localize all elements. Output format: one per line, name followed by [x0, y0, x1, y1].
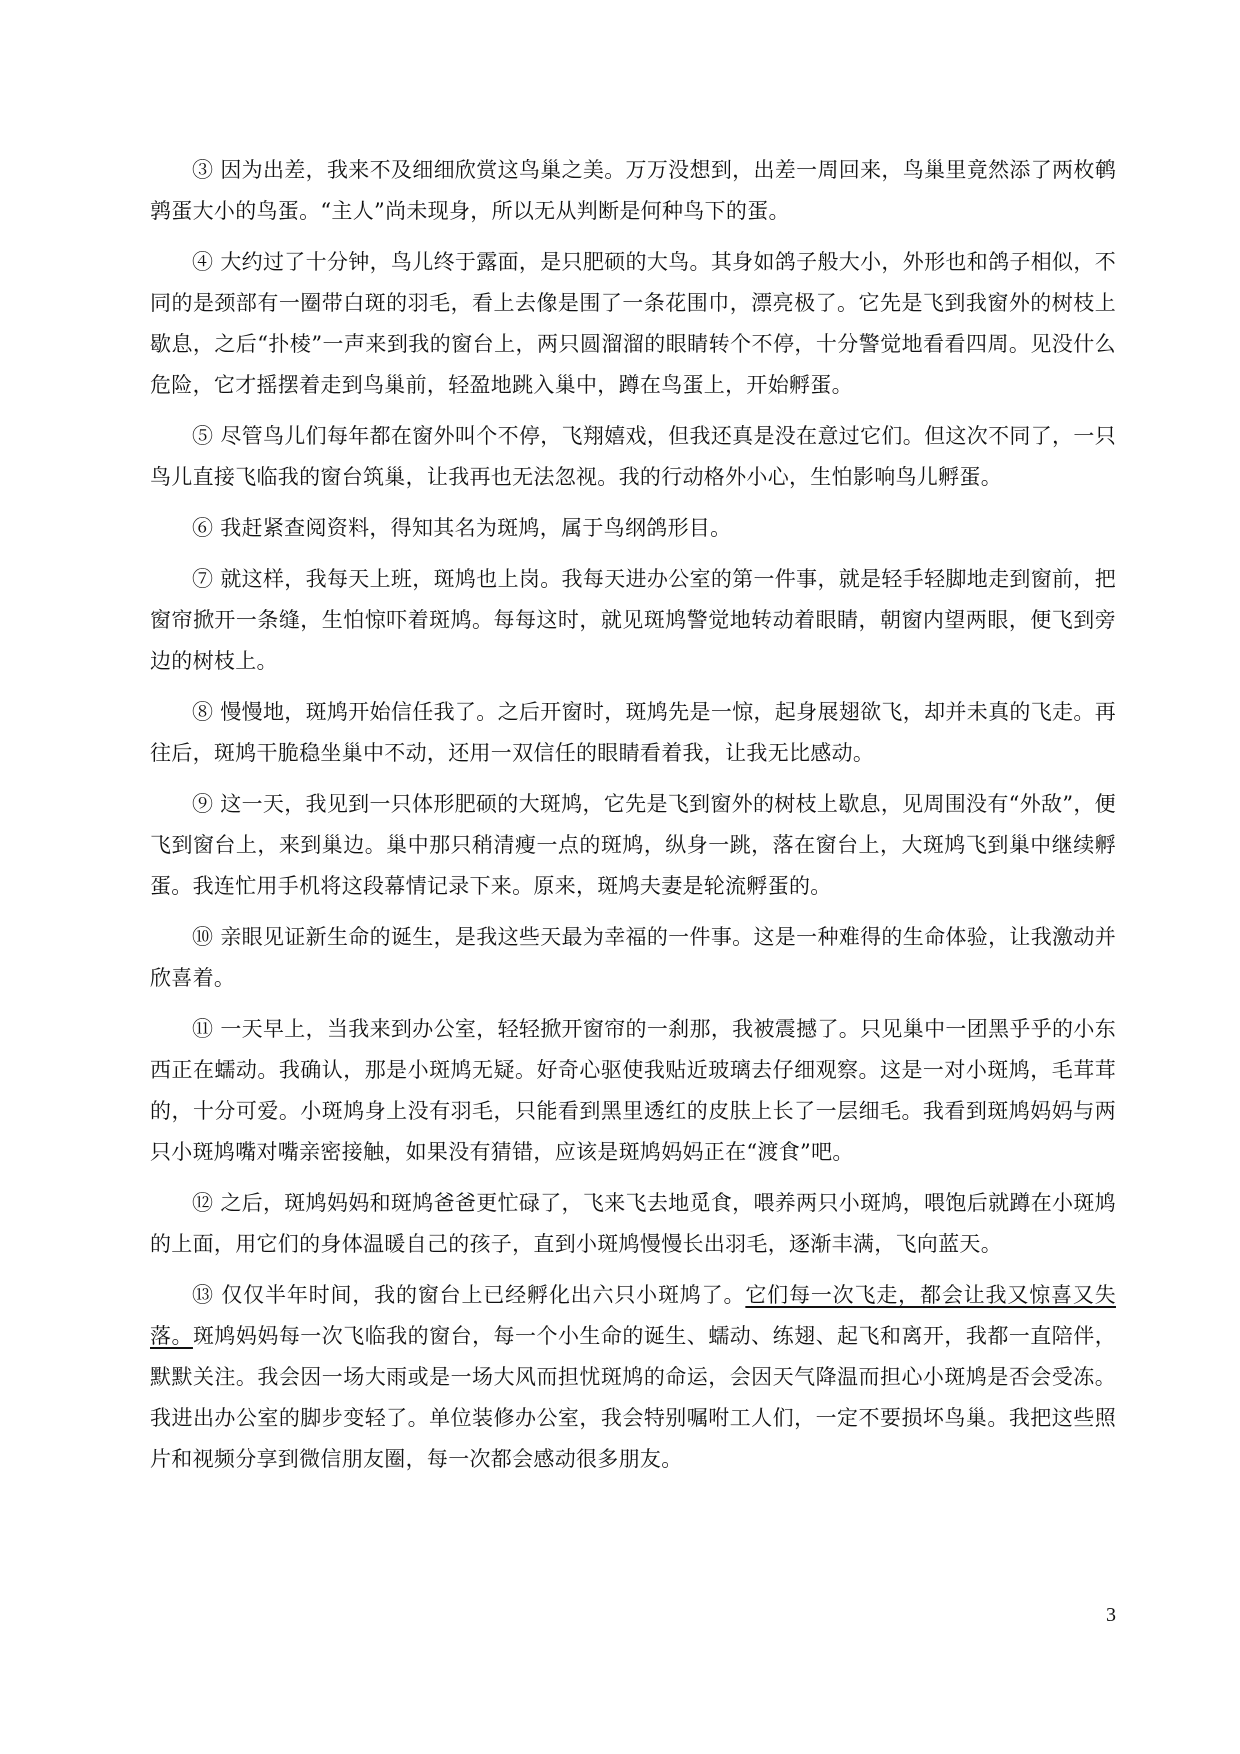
paragraph-12: ⑫ 之后，斑鸠妈妈和斑鸠爸爸更忙碌了，飞来飞去地觅食，喂养两只小斑鸠，喂饱后就蹲在小斑鸠的上面，用它们的身体温暖自己的孩子，直到小斑鸠慢慢长出羽毛，逐渐丰满，飞向蓝天。 [150, 1191, 1116, 1256]
underlined-sentence: 它们每一次飞走，都会让我又惊喜又失落。 [150, 1283, 1116, 1348]
paragraph-13-intro: ⑬ 仅仅半年时间，我的窗台上已经孵化出六只小斑鸠了。 [192, 1283, 746, 1307]
document-body [150, 150, 1116, 1490]
paragraph-10: ⑩ 亲眼见证新生命的诞生，是我这些天最为幸福的一件事。这是一种难得的生命体验，让我激动并欣喜着。 [150, 925, 1116, 990]
paragraph-3: ③ 因为出差，我来不及细细欣赏这鸟巢之美。万万没想到，出差一周回来，鸟巢里竟然添了两枚鹌鹑蛋大小的鸟蛋。“主人”尚未现身，所以无从判断是何种鸟下的蛋。 [150, 158, 1116, 223]
paragraph-9: ⑨ 这一天，我见到一只体形肥硕的大斑鸠，它先是飞到窗外的树枝上歇息，见周围没有“外敌”，便飞到窗台上，来到巢边。巢中那只稍清瘦一点的斑鸠，纵身一跳，落在窗台上，大斑鸠飞到巢中继续孵蛋。我连忙用手机将这段幕情记录下来。原来，斑鸠夫妻是轮流孵蛋的。 [150, 792, 1116, 898]
paragraph-13 [150, 1275, 1116, 1480]
paragraph-5: ⑤ 尽管鸟儿们每年都在窗外叫个不停，飞翔嬉戏，但我还真是没在意过它们。但这次不同了，一只鸟儿直接飞临我的窗台筑巢，让我再也无法忽视。我的行动格外小心，生怕影响鸟儿孵蛋。 [150, 424, 1116, 489]
paragraph-8: ⑧ 慢慢地，斑鸠开始信任我了。之后开窗时，斑鸠先是一惊，起身展翅欲飞，却并未真的飞走。再往后，斑鸠干脆稳坐巢中不动，还用一双信任的眼睛看着我，让我无比感动。 [150, 700, 1116, 765]
paragraph-11: ⑪ 一天早上，当我来到办公室，轻轻掀开窗帘的一刹那，我被震撼了。只见巢中一团黑乎乎的小东西正在蠕动。我确认，那是小斑鸠无疑。好奇心驱使我贴近玻璃去仔细观察。这是一对小斑鸠，毛茸茸的，十分可爱。小斑鸠身上没有羽毛，只能看到黑里透红的皮肤上长了一层细毛。我看到斑鸠妈妈与两只小斑鸠嘴对嘴亲密接触，如果没有猜错，应该是斑鸠妈妈正在“渡食”吧。 [150, 1017, 1116, 1164]
paragraph-13-rest: 斑鸠妈妈每一次飞临我的窗台，每一个小生命的诞生、蠕动、练翅、起飞和离开，我都一直陪伴，默默关注。我会因一场大雨或是一场大风而担忧斑鸠的命运，会因天气降温而担心小斑鸠是否会受冻。我进出办公室的脚步变轻了。单位装修办公室，我会特别嘱咐工人们，一定不要损坏鸟巢。我把这些照片和视频分享到微信朋友圈，每一次都会感动很多朋友。 [150, 1324, 1116, 1471]
paragraph-6: ⑥ 我赶紧查阅资料，得知其名为斑鸠，属于鸟纲鸽形目。 [192, 516, 732, 540]
paragraph-4: ④ 大约过了十分钟，鸟儿终于露面，是只肥硕的大鸟。其身如鸽子般大小，外形也和鸽子相似，不同的是颈部有一圈带白斑的羽毛，看上去像是围了一条花围巾，漂亮极了。它先是飞到我窗外的树枝上歇息，之后“扑棱”一声来到我的窗台上，两只圆溜溜的眼睛转个不停，十分警觉地看看四周。见没什么危险，它才摇摆着走到鸟巢前，轻盈地跳入巢中，蹲在鸟蛋上，开始孵蛋。 [150, 250, 1116, 397]
page-number: 3 [1106, 1604, 1116, 1626]
paragraph-7: ⑦ 就这样，我每天上班，斑鸠也上岗。我每天进办公室的第一件事，就是轻手轻脚地走到窗前，把窗帘掀开一条缝，生怕惊吓着斑鸠。每每这时，就见斑鸠警觉地转动着眼睛，朝窗内望两眼，便飞到旁边的树枝上。 [150, 567, 1116, 673]
